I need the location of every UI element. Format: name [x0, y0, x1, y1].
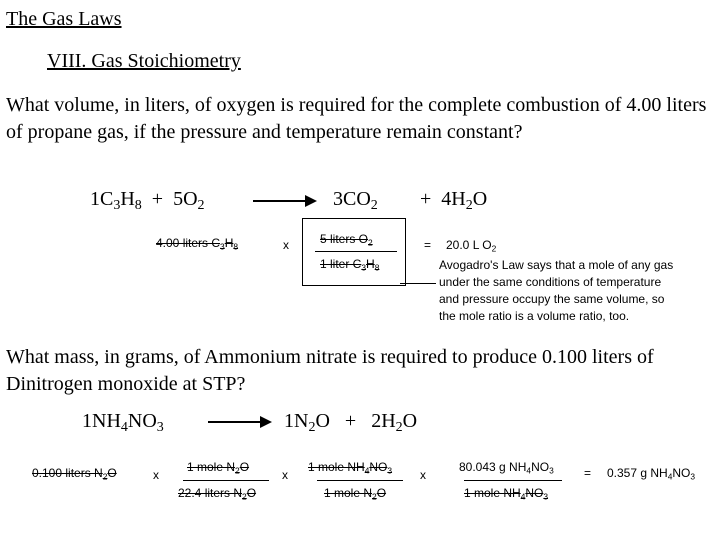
factor3-denominator: 1 mole $NH_4NO_3$ [464, 486, 549, 502]
times-sign: x [153, 468, 159, 482]
problem1-question: What volume, in liters, of oxygen is required for the complete combustion of 4.00 liters of propane gas, if the pressure and temperature remain constant? [6, 94, 707, 143]
times-sign: x [283, 238, 289, 252]
times-sign: x [282, 468, 288, 482]
ratio-numerator: 5 liters $O_2$ [320, 232, 373, 248]
ratio-box [302, 218, 406, 286]
factor2-denominator: 1 mole $N_2O$ [324, 486, 387, 502]
factor3-numerator: 80.043 g $NH_4NO_3$ [459, 460, 554, 476]
equals-sign: = [584, 466, 592, 480]
factor1-numerator: 1 mole $N_2O$ [187, 460, 250, 476]
reaction-arrow-icon [253, 200, 315, 202]
reaction-arrow-icon [208, 421, 270, 423]
result-mass: 0.357 g $NH_4NO_3$ [607, 466, 696, 482]
fraction-bar [317, 480, 403, 481]
times-sign: x [420, 468, 426, 482]
factor2-numerator: 1 mole $NH_4NO_3$ [308, 460, 393, 476]
factor1-denominator: 22.4 liters $N_2O$ [178, 486, 257, 502]
result-volume: 20.0 L $O_2$ [446, 238, 497, 254]
given-volume: 4.00 liters $C_3H_8$ [156, 236, 239, 252]
problem1-product-co2: $3CO_2$ [333, 188, 378, 214]
fraction-bar [464, 480, 562, 481]
problem1-product-water: + $4H_2O$ [420, 188, 488, 214]
fraction-bar [315, 251, 397, 252]
slide-title: The Gas Laws [6, 8, 122, 30]
problem2-reactant: $1NH_4NO_3$ [82, 410, 164, 436]
problem2-question: What mass, in grams, of Ammonium nitrate is required to produce 0.100 liters of Dinitrogen monoxide at STP? [6, 346, 654, 395]
given-volume: 0.100 liters $N_2O$ [32, 466, 117, 482]
equals-sign: = [424, 238, 432, 252]
problem2-products: $1N_2O$ + $2H_2O$ [284, 410, 418, 436]
fraction-bar [183, 480, 269, 481]
avogadro-note: Avogadro's Law says that a mole of any gas under the same conditions of temperature and pressure occupy the same volume, so the mole ratio is a volume ratio, too. [439, 258, 674, 323]
note-pointer [400, 283, 436, 284]
ratio-denominator: 1 liter $C_3H_8$ [320, 257, 380, 273]
section-subtitle: VIII. Gas Stoichiometry [47, 50, 241, 72]
problem1-reactants: $1C_3H_8 + 5O_2$ [90, 188, 205, 214]
